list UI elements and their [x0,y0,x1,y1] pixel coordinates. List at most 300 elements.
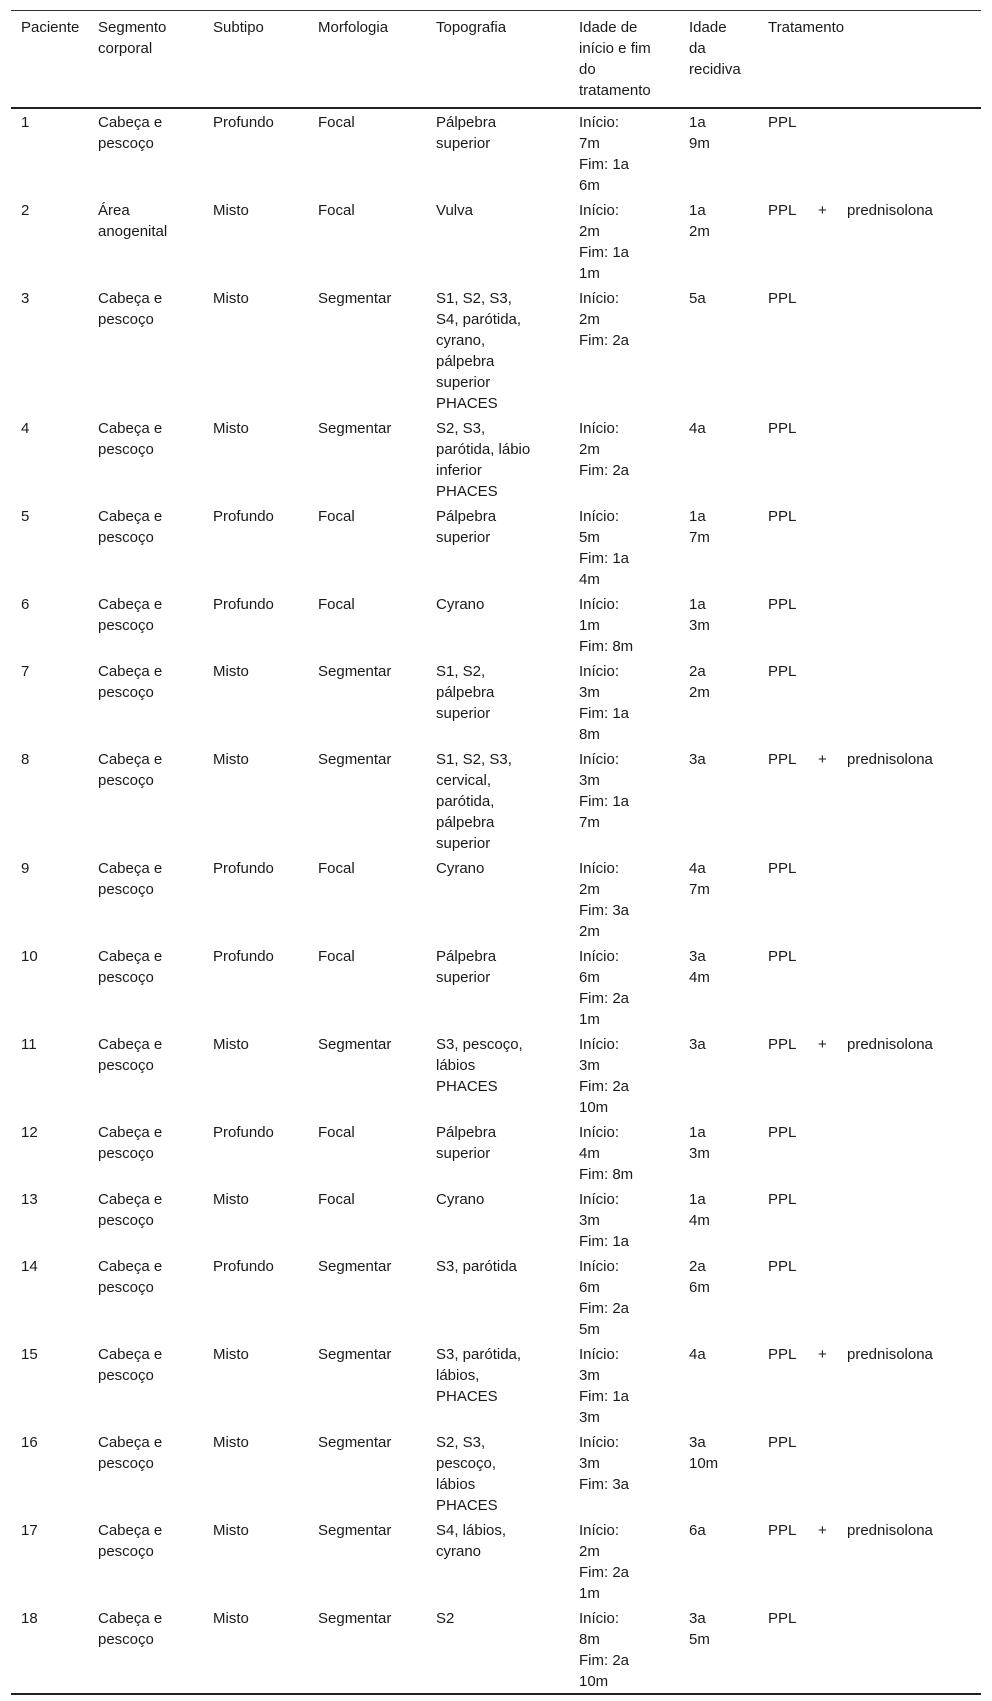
cell-morfologia-text: Focal [318,1124,355,1141]
cell-idade [579,1186,689,1253]
cell-topografia [436,1605,579,1694]
cell-morfologia [318,591,436,658]
cell-idade [579,1119,689,1186]
cell-segmento-text: Cabeça e pescoço [98,1258,163,1296]
cell-idade-text: Início: 2m Fim: 1a 1m [579,202,630,282]
cell-idade-text: Início: 3m Fim: 2a 10m [579,1036,630,1116]
tratamento-extra: prednisolona [847,202,933,219]
cell-subtipo-text: Profundo [213,860,274,877]
cell-idade-text: Início: 2m Fim: 3a 2m [579,860,630,940]
cell-recidiva [689,1605,768,1694]
cell-topografia-text: S3, parótida, lábios, PHACES [436,1346,522,1405]
tratamento-extra [847,288,953,309]
cell-subtipo [213,415,318,503]
cell-morfologia [318,1119,436,1186]
cell-recidiva [689,1429,768,1517]
cell-recidiva [689,1517,768,1605]
tratamento-extra [847,858,953,879]
cell-topografia [436,1341,579,1429]
tratamento-plus [818,661,847,682]
cell-subtipo-text: Misto [213,1346,249,1363]
cell-recidiva [689,855,768,943]
table-row [11,415,981,503]
cell-paciente-text: 14 [21,1258,38,1275]
cell-topografia [436,746,579,855]
table-row [11,503,981,591]
cell-paciente-text: 2 [21,202,30,219]
cell-recidiva [689,108,768,197]
cell-recidiva [689,197,768,285]
tratamento-extra [847,946,953,967]
cell-segmento-text: Cabeça e pescoço [98,290,163,328]
cell-segmento-text: Cabeça e pescoço [98,596,163,634]
cell-paciente [11,1517,98,1605]
cell-recidiva [689,1253,768,1341]
tratamento-plus [818,1189,847,1210]
patient-table [11,10,981,1695]
tratamento-group [768,1189,953,1210]
table-row [11,108,981,197]
cell-topografia [436,415,579,503]
cell-topografia-text: Cyrano [436,860,485,877]
cell-paciente [11,943,98,1031]
cell-subtipo-text: Misto [213,420,249,437]
cell-morfologia-text: Segmentar [318,751,392,768]
cell-segmento [98,658,213,746]
cell-tratamento [768,1341,981,1429]
cell-paciente [11,285,98,415]
cell-recidiva-text: 1a 2m [689,202,710,240]
cell-morfologia-text: Segmentar [318,1346,392,1363]
tratamento-plus: + [818,1522,827,1539]
cell-morfologia [318,1429,436,1517]
cell-segmento [98,855,213,943]
cell-topografia [436,503,579,591]
tratamento-base: PPL [768,508,797,525]
cell-segmento [98,1119,213,1186]
cell-morfologia [318,1605,436,1694]
cell-idade-text: Início: 2m Fim: 2a [579,290,630,349]
cell-tratamento [768,855,981,943]
cell-recidiva [689,285,768,415]
tratamento-base: PPL [768,290,797,307]
cell-subtipo [213,1341,318,1429]
cell-idade-text: Início: 5m Fim: 1a 4m [579,508,630,588]
cell-idade [579,503,689,591]
cell-recidiva-text: 5a [689,290,706,307]
tratamento-base: PPL [768,663,797,680]
tratamento-group [768,1432,953,1453]
cell-recidiva-text: 1a 4m [689,1191,710,1229]
cell-morfologia [318,855,436,943]
tratamento-base: PPL [768,1191,797,1208]
tratamento-extra [847,418,953,439]
cell-topografia-text: Vulva [436,202,473,219]
cell-segmento-text: Cabeça e pescoço [98,1522,163,1560]
cell-topografia [436,1517,579,1605]
cell-morfologia-text: Focal [318,1191,355,1208]
cell-idade [579,591,689,658]
cell-segmento [98,415,213,503]
cell-recidiva [689,746,768,855]
tratamento-plus: + [818,1346,827,1363]
cell-subtipo-text: Profundo [213,948,274,965]
cell-paciente [11,591,98,658]
table-row [11,1605,981,1694]
cell-segmento [98,1253,213,1341]
cell-paciente [11,1605,98,1694]
cell-paciente [11,1253,98,1341]
tratamento-base: PPL [768,596,797,613]
cell-segmento-text: Cabeça e pescoço [98,860,163,898]
cell-idade [579,855,689,943]
cell-recidiva-text: 1a 7m [689,508,710,546]
cell-segmento-text: Cabeça e pescoço [98,1434,163,1472]
cell-idade [579,1429,689,1517]
cell-recidiva-text: 6a [689,1522,706,1539]
table-row [11,1119,981,1186]
cell-segmento [98,1031,213,1119]
tratamento-base: PPL [768,1434,797,1451]
cell-tratamento [768,746,981,855]
table-row [11,1341,981,1429]
cell-paciente-text: 16 [21,1434,38,1451]
cell-idade-text: Início: 8m Fim: 2a 10m [579,1610,630,1690]
cell-morfologia-text: Segmentar [318,420,392,437]
cell-tratamento [768,1605,981,1694]
tratamento-extra: prednisolona [847,1036,933,1053]
cell-segmento-text: Cabeça e pescoço [98,751,163,789]
cell-tratamento [768,1429,981,1517]
cell-topografia-text: S4, lábios, cyrano [436,1522,507,1560]
tratamento-base: PPL [768,114,797,131]
header-topografia: Topografia [436,19,507,36]
cell-paciente [11,746,98,855]
cell-idade-text: Início: 3m Fim: 3a [579,1434,630,1493]
table-row [11,591,981,658]
cell-subtipo [213,658,318,746]
table-row [11,197,981,285]
table-row [11,658,981,746]
tratamento-extra [847,1432,953,1453]
tratamento-plus [818,946,847,967]
table-body [11,108,981,1694]
cell-paciente-text: 9 [21,860,30,877]
tratamento-extra [847,594,953,615]
cell-tratamento [768,108,981,197]
cell-topografia [436,943,579,1031]
cell-morfologia [318,285,436,415]
header-tratamento: Tratamento [768,19,845,36]
header-row [11,11,981,109]
cell-paciente-text: 15 [21,1346,38,1363]
cell-recidiva [689,415,768,503]
cell-tratamento [768,1253,981,1341]
cell-morfologia-text: Focal [318,596,355,613]
cell-morfologia [318,658,436,746]
cell-tratamento [768,1031,981,1119]
cell-topografia [436,591,579,658]
cell-segmento [98,943,213,1031]
cell-topografia-text: S1, S2, S3, S4, parótida, cyrano, pálpebra superior PHACES [436,290,522,412]
cell-idade [579,746,689,855]
cell-idade-text: Início: 2m Fim: 2a [579,420,630,479]
cell-morfologia-text: Segmentar [318,1036,392,1053]
cell-topografia-text: S2, S3, parótida, lábio inferior PHACES [436,420,531,500]
cell-recidiva [689,503,768,591]
cell-topografia [436,1031,579,1119]
tratamento-group [768,1122,953,1143]
cell-paciente [11,415,98,503]
tratamento-group [768,1256,953,1277]
cell-morfologia [318,503,436,591]
cell-morfologia-text: Segmentar [318,290,392,307]
tratamento-group [768,506,953,527]
header-paciente: Paciente [21,19,80,36]
cell-tratamento [768,591,981,658]
cell-tratamento [768,503,981,591]
tratamento-plus: + [818,202,827,219]
tratamento-group [768,858,953,879]
cell-recidiva-text: 1a 3m [689,596,710,634]
cell-paciente-text: 1 [21,114,30,131]
cell-idade-text: Início: 3m Fim: 1a 3m [579,1346,630,1426]
cell-tratamento [768,1119,981,1186]
tratamento-base: PPL [768,1258,797,1275]
cell-subtipo-text: Misto [213,1610,249,1627]
cell-subtipo-text: Profundo [213,508,274,525]
tratamento-base: PPL [768,751,797,768]
tratamento-base: PPL [768,1124,797,1141]
cell-segmento [98,503,213,591]
cell-tratamento [768,415,981,503]
cell-subtipo [213,1186,318,1253]
cell-topografia-text: Pálpebra superior [436,948,497,986]
tratamento-base: PPL [768,420,797,437]
cell-segmento-text: Cabeça e pescoço [98,1610,163,1648]
cell-recidiva [689,591,768,658]
cell-morfologia-text: Segmentar [318,1434,392,1451]
cell-tratamento [768,1186,981,1253]
cell-topografia [436,197,579,285]
cell-idade [579,943,689,1031]
header-recidiva: Idade da recidiva [689,19,741,78]
cell-recidiva-text: 3a 5m [689,1610,710,1648]
cell-morfologia [318,1031,436,1119]
tratamento-group [768,749,953,770]
cell-topografia-text: S1, S2, S3, cervical, parótida, pálpebra superior [436,751,512,852]
header-idade: Idade de início e fim do tratamento [579,19,651,99]
cell-recidiva [689,1031,768,1119]
tratamento-group [768,200,953,221]
cell-topografia [436,108,579,197]
cell-segmento [98,1341,213,1429]
cell-topografia [436,1429,579,1517]
cell-segmento [98,1605,213,1694]
cell-morfologia-text: Segmentar [318,1258,392,1275]
cell-idade-text: Início: 1m Fim: 8m [579,596,634,655]
tratamento-plus [818,112,847,133]
cell-segmento-text: Cabeça e pescoço [98,1036,163,1074]
cell-idade [579,285,689,415]
cell-idade [579,415,689,503]
tratamento-extra [847,1122,953,1143]
cell-segmento [98,1186,213,1253]
tratamento-extra [847,1256,953,1277]
cell-idade [579,1253,689,1341]
table-row [11,1253,981,1341]
cell-morfologia [318,746,436,855]
cell-subtipo [213,197,318,285]
cell-morfologia-text: Focal [318,508,355,525]
cell-subtipo-text: Misto [213,1191,249,1208]
cell-idade-text: Início: 2m Fim: 2a 1m [579,1522,630,1602]
cell-topografia-text: Cyrano [436,1191,485,1208]
tratamento-plus [818,418,847,439]
cell-subtipo-text: Misto [213,1434,249,1451]
cell-subtipo [213,1253,318,1341]
cell-subtipo [213,855,318,943]
cell-segmento-text: Cabeça e pescoço [98,420,163,458]
cell-recidiva [689,1341,768,1429]
cell-paciente [11,108,98,197]
cell-idade [579,658,689,746]
cell-subtipo-text: Misto [213,202,249,219]
cell-subtipo [213,746,318,855]
cell-tratamento [768,285,981,415]
tratamento-group [768,1034,953,1055]
cell-topografia-text: S2, S3, pescoço, lábios PHACES [436,1434,498,1514]
cell-idade-text: Início: 4m Fim: 8m [579,1124,634,1183]
cell-topografia [436,285,579,415]
tratamento-group [768,1608,953,1629]
cell-subtipo-text: Profundo [213,1124,274,1141]
cell-paciente-text: 10 [21,948,38,965]
cell-topografia-text: Cyrano [436,596,485,613]
table-row [11,1186,981,1253]
table-row [11,746,981,855]
cell-morfologia [318,1517,436,1605]
tratamento-extra: prednisolona [847,1522,933,1539]
cell-segmento-text: Cabeça e pescoço [98,508,163,546]
cell-topografia [436,1186,579,1253]
cell-morfologia-text: Segmentar [318,1522,392,1539]
tratamento-base: PPL [768,860,797,877]
tratamento-extra [847,1608,953,1629]
cell-morfologia-text: Segmentar [318,1610,392,1627]
cell-topografia [436,1253,579,1341]
cell-subtipo-text: Profundo [213,1258,274,1275]
tratamento-plus [818,1608,847,1629]
cell-idade-text: Início: 3m Fim: 1a 7m [579,751,630,831]
cell-tratamento [768,943,981,1031]
tratamento-base: PPL [768,1610,797,1627]
cell-paciente-text: 17 [21,1522,38,1539]
cell-morfologia [318,415,436,503]
cell-paciente-text: 7 [21,663,30,680]
cell-tratamento [768,658,981,746]
table-header [11,11,981,109]
tratamento-base: PPL [768,202,797,219]
cell-subtipo [213,1031,318,1119]
cell-paciente-text: 6 [21,596,30,613]
tratamento-base: PPL [768,1036,797,1053]
cell-subtipo [213,285,318,415]
tratamento-plus [818,858,847,879]
cell-subtipo-text: Profundo [213,114,274,131]
cell-paciente [11,197,98,285]
cell-subtipo-text: Misto [213,751,249,768]
cell-morfologia [318,108,436,197]
tratamento-group [768,288,953,309]
cell-subtipo [213,108,318,197]
cell-morfologia-text: Focal [318,860,355,877]
cell-idade [579,1341,689,1429]
tratamento-plus: + [818,1036,827,1053]
tratamento-group [768,1344,953,1365]
cell-subtipo-text: Misto [213,1036,249,1053]
cell-subtipo [213,943,318,1031]
cell-recidiva [689,943,768,1031]
cell-recidiva-text: 4a [689,420,706,437]
cell-segmento [98,108,213,197]
table-row [11,285,981,415]
table-row [11,1429,981,1517]
cell-topografia [436,1119,579,1186]
tratamento-extra: prednisolona [847,751,933,768]
cell-tratamento [768,197,981,285]
cell-topografia-text: S1, S2, pálpebra superior [436,663,495,722]
cell-morfologia [318,197,436,285]
cell-recidiva-text: 3a [689,751,706,768]
tratamento-group [768,418,953,439]
cell-paciente [11,1031,98,1119]
header-subtipo: Subtipo [213,19,264,36]
cell-recidiva-text: 3a 10m [689,1434,719,1472]
cell-segmento-text: Área anogenital [98,202,168,240]
tratamento-group [768,661,953,682]
cell-recidiva-text: 2a 2m [689,663,710,701]
tratamento-plus: + [818,751,827,768]
cell-recidiva [689,1119,768,1186]
cell-paciente-text: 18 [21,1610,38,1627]
cell-subtipo [213,503,318,591]
tratamento-group [768,1520,953,1541]
cell-morfologia [318,1186,436,1253]
tratamento-base: PPL [768,1346,797,1363]
cell-paciente [11,503,98,591]
cell-morfologia-text: Focal [318,202,355,219]
tratamento-plus [818,506,847,527]
cell-subtipo [213,1517,318,1605]
tratamento-group [768,112,953,133]
table-row [11,855,981,943]
table-row [11,943,981,1031]
tratamento-extra [847,506,953,527]
cell-topografia [436,658,579,746]
cell-paciente [11,1429,98,1517]
tratamento-group [768,946,953,967]
cell-segmento-text: Cabeça e pescoço [98,948,163,986]
cell-recidiva-text: 1a 3m [689,1124,710,1162]
cell-recidiva [689,658,768,746]
cell-paciente-text: 5 [21,508,30,525]
cell-recidiva-text: 4a [689,1346,706,1363]
cell-idade [579,197,689,285]
patient-table-container [11,10,981,1695]
cell-idade [579,108,689,197]
cell-segmento-text: Cabeça e pescoço [98,114,163,152]
